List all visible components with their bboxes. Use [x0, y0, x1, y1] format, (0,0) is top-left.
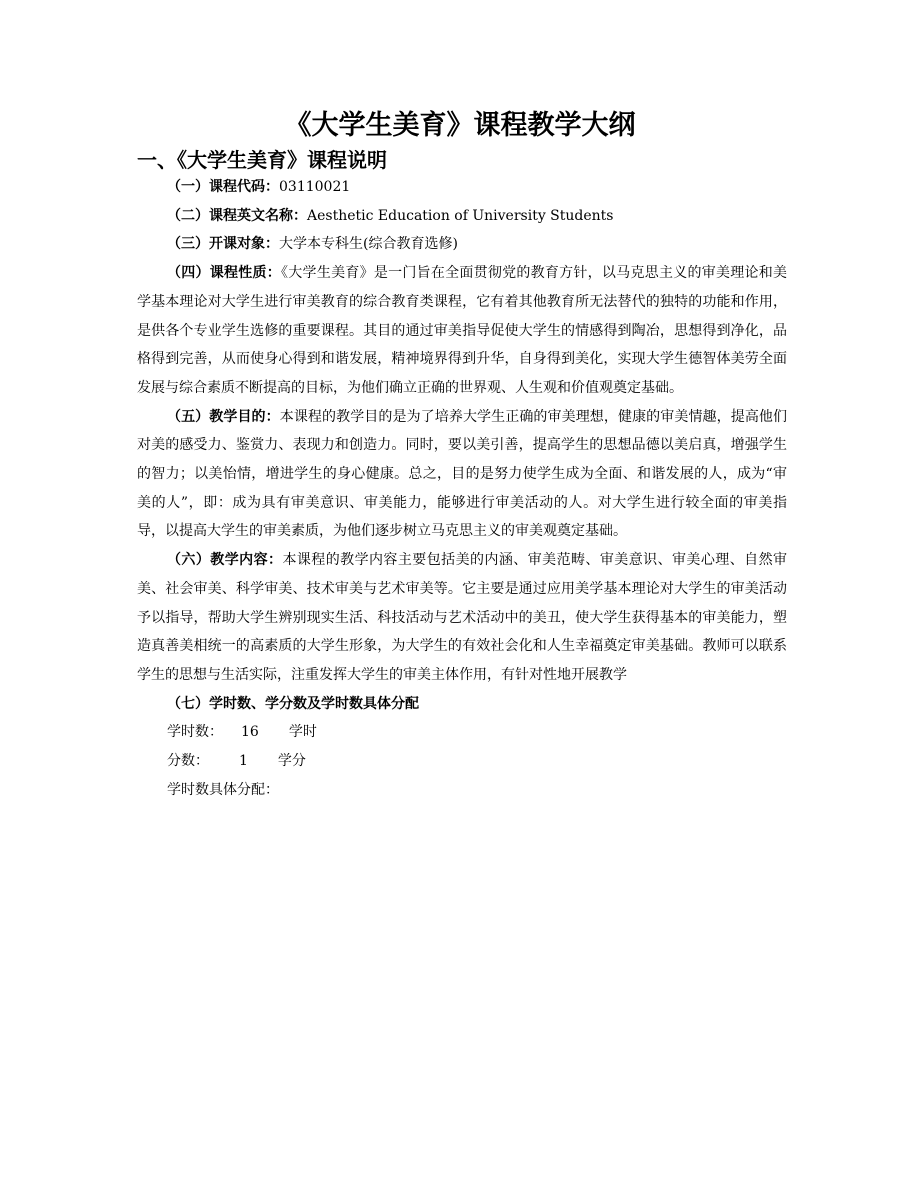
document-title: 《大学生美育》课程教学大纲: [284, 110, 636, 141]
credits-label: 分数：: [167, 753, 209, 770]
item-label: （三）开课对象：: [167, 236, 279, 253]
item-text: 03110021: [279, 179, 351, 195]
item-label: （七）学时数、学分数及学时数具体分配: [167, 695, 419, 712]
item-target-students: [137, 230, 787, 259]
course-description-body: [137, 173, 787, 804]
section-heading-course-description: 一、《大学生美育》课程说明: [137, 148, 387, 172]
item-text: 本课程的教学内容主要包括美的内涵、审美范畴、审美意识、审美心理、自然审美、社会审美、科学审美、技术审美与艺术审美等。它主要是通过应用美学基本理论对大学生的审美活动予以指导，帮助大学生辨别现实生活、科技活动与艺术活动中的美丑，使大学生获得基本的审美能力，塑造真善美相统一的高素质的大学生形象，为大学生的有效社会化和人生幸福奠定审美基础。教师可以联系学生的思想与生活实际，注重发挥大学生的审美主体作用，有针对性地开展教学: [137, 552, 788, 683]
item-teaching-content: [137, 546, 787, 690]
hours-line: [137, 718, 787, 747]
item-text: 本课程的教学目的是为了培养大学生正确的审美理想，健康的审美情趣，提高他们对美的感受力、鉴赏力、表现力和创造力。同时，要以美引善，提高学生的思想品德以美启真，增强学生的智力；以美怡情，增进学生的身心健康。总之，目的是努力使学生成为全面、和谐发展的人，成为“审美的人”，即：成为具有审美意识、审美能力，能够进行审美活动的人。对大学生进行较全面的审美指导，以提高大学生的审美素质，为他们逐步树立马克思主义的审美观奠定基础。: [137, 408, 788, 540]
item-hours-credits-heading: [137, 690, 787, 719]
credits-line: [137, 747, 787, 776]
credits-unit: 学分: [277, 753, 306, 770]
item-label: （六）教学内容：: [167, 552, 283, 569]
item-label: （二）课程英文名称：: [167, 207, 307, 224]
hours-label: 学时数：: [167, 724, 223, 741]
credits-value: 1: [239, 753, 248, 770]
item-course-code: [137, 173, 787, 202]
item-label: （五）教学目的：: [167, 408, 280, 425]
item-label: （一）课程代码：: [167, 179, 279, 195]
hours-value: 16: [241, 724, 259, 741]
item-text: 大学本专科生(综合教育选修): [279, 236, 458, 253]
item-english-name: [137, 202, 787, 231]
item-text: 《大学生美育》是一门旨在全面贯彻党的教育方针，以马克思主义的审美理论和美学基本理论对大学生进行审美教育的综合教育类课程，它有着其他教育所无法替代的独特的功能和作用，是供各个专业学生选修的重要课程。其目的通过审美指导促使大学生的情感得到陶冶，思想得到净化，品格得到完善，从而使身心得到和谐发展，精神境界得到升华，自身得到美化，实现大学生德智体美劳全面发展与综合素质不断提高的目标，为他们确立正确的世界观、人生观和价值观奠定基础。: [137, 265, 787, 396]
item-course-nature: [137, 259, 787, 403]
item-label: （四）课程性质：: [167, 265, 282, 282]
hours-unit: 学时: [288, 724, 317, 741]
item-text: Aesthetic Education of University Students: [307, 207, 614, 224]
item-teaching-purpose: [137, 403, 787, 547]
distribution-line: 学时数具体分配：: [167, 781, 279, 798]
